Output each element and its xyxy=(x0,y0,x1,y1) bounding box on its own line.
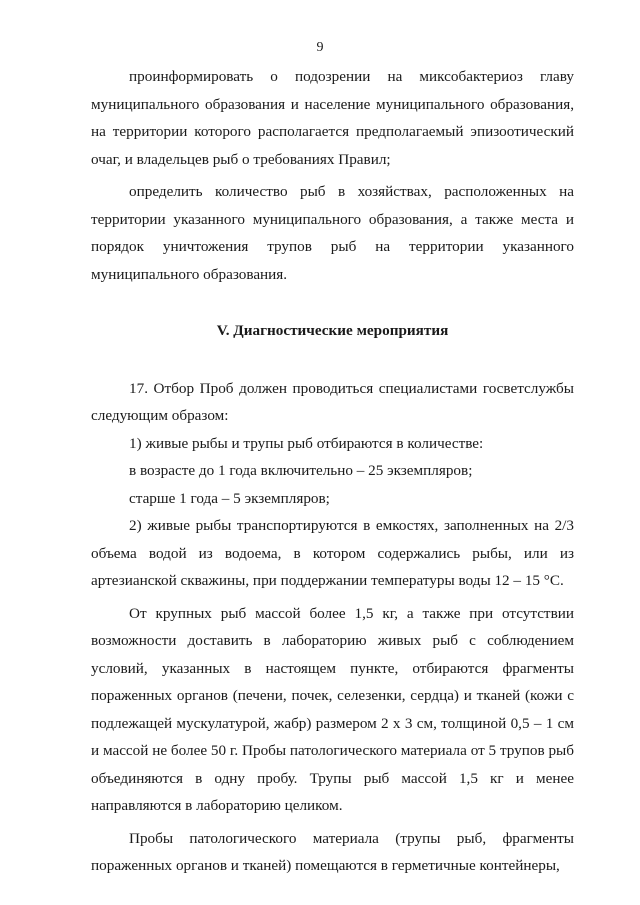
paragraph-item-17: 17. Отбор Проб должен проводиться специалистами госветслужбы следующим образом: xyxy=(91,379,574,424)
page-number: 9 xyxy=(316,40,324,55)
paragraph-determine: определить количество рыб в хозяйствах, расположенных на территории указанного муниципального образования, а также места и порядок уничтожения трупов рыб на территории указанного муниципального образования. xyxy=(91,183,574,283)
paragraph-large-fish: От крупных рыб массой более 1,5 кг, а также при отсутствии возможности доставить в лабораторию живых рыб с соблюдением условий, указанных в настоящем пункте, отбираются фрагменты пораженных органов (печени, почек, селезенки, сердца) и тканей (кожи с подлежащей мускулатурой, жабр) размером 2 х 3 см, толщиной 0,5 – 1 см и массой не более 50 г. Пробы патологического материала от 5 трупов рыб объединяются в одну пробу. Трупы рыб массой 1,5 кг и менее направляются в лабораторию целиком. xyxy=(91,604,574,814)
paragraph-age-under-1: в возрасте до 1 года включительно – 25 экземпляров; xyxy=(129,462,473,479)
document-body xyxy=(91,63,574,880)
section-heading: V. Диагностические мероприятия xyxy=(216,322,449,339)
paragraph-subitem-2: 2) живые рыбы транспортируются в емкостях, заполненных на 2/3 объема водой из водоема, в котором содержались рыбы, или из артезианской скважины, при поддержании температуры воды 12 – 15 °С. xyxy=(91,517,574,589)
paragraph-samples: Пробы патологического материала (трупы рыб, фрагменты пораженных органов и тканей) помещаются в герметичные контейнеры, xyxy=(91,829,574,874)
paragraph-inform: проинформировать о подозрении на миксобактериоз главу муниципального образования и население муниципального образования, на территории которого располагается предполагаемый эпизоотический очаг, и владельцев рыб о требованиях Правил; xyxy=(91,68,574,168)
paragraph-age-over-1: старше 1 года – 5 экземпляров; xyxy=(129,489,330,507)
paragraph-subitem-1: 1) живые рыбы и трупы рыб отбираются в количестве: xyxy=(129,434,484,452)
